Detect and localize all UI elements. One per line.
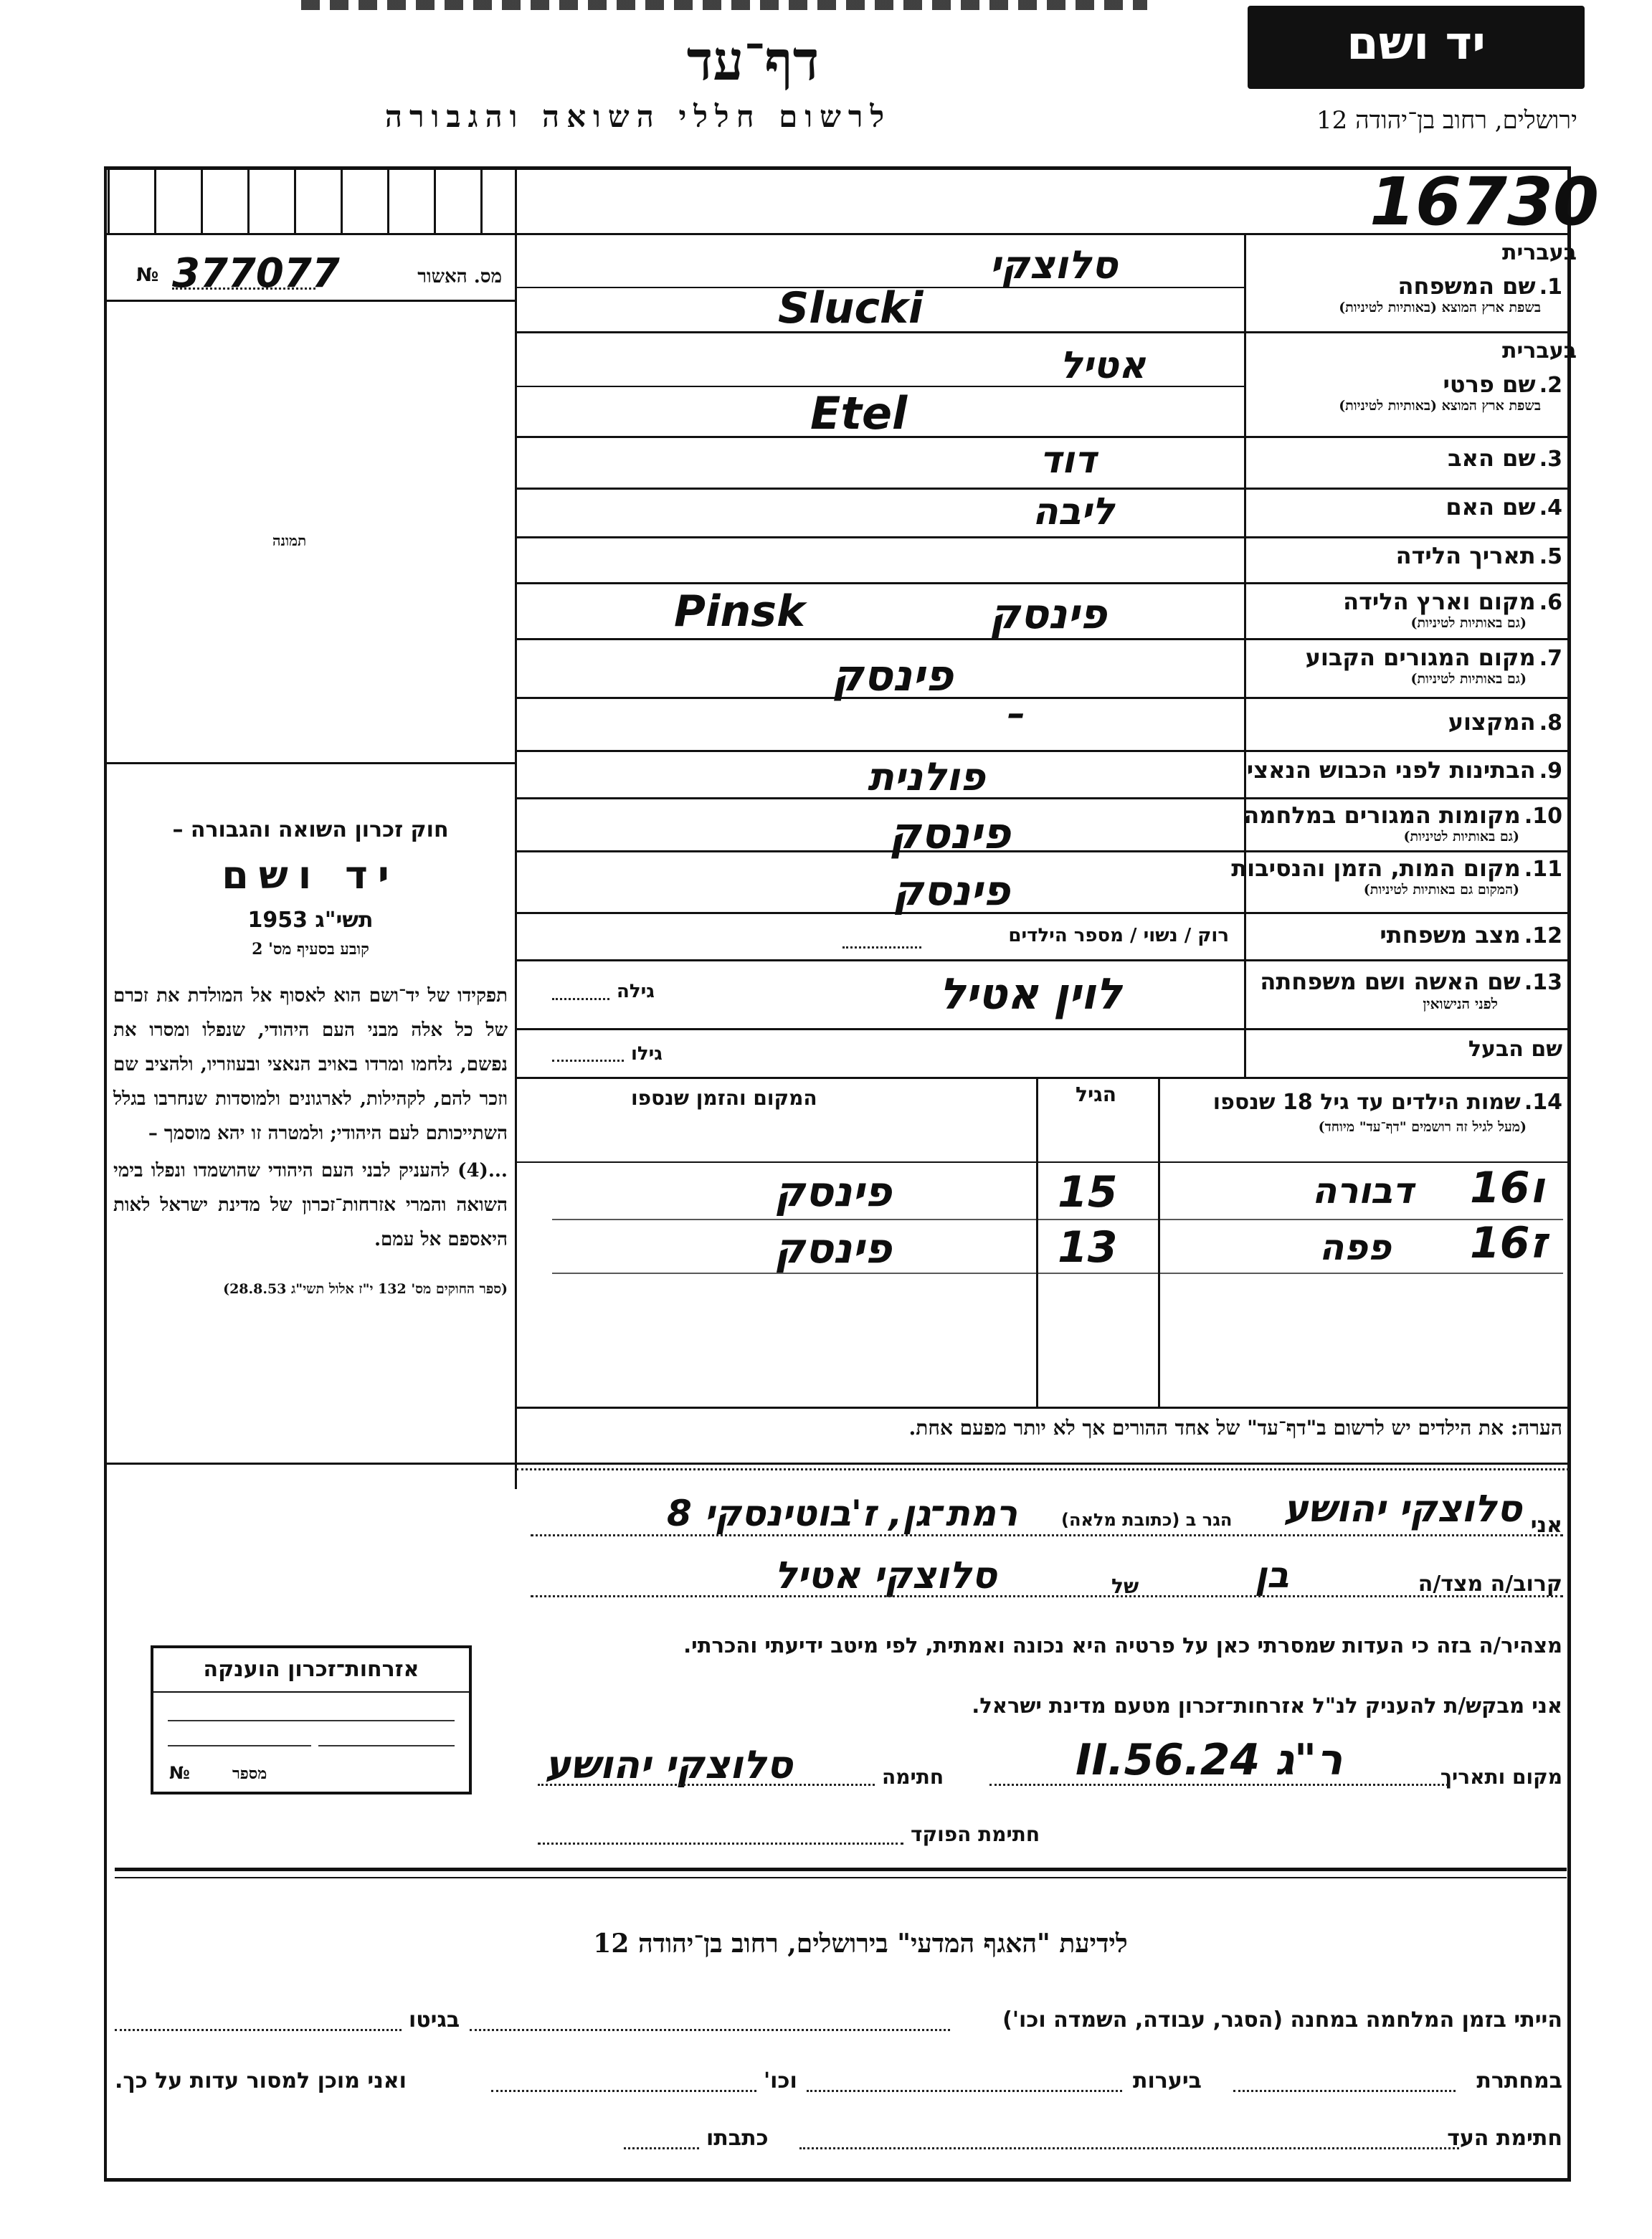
form-subtitle: לרשום חללי השואה והגבורה [384, 99, 892, 134]
footer-line-2-fill-a [1233, 2090, 1456, 2092]
citizenship-number-label: מספר [232, 1764, 267, 1783]
field-3-value: דוד [1040, 439, 1096, 482]
field-12-number: 12. [1524, 923, 1562, 949]
row-line-13 [516, 1028, 1569, 1030]
decl-signature: סלוצקי יהושע [545, 1742, 793, 1787]
child-1-age: 15 [1058, 1167, 1118, 1217]
spouse-age-label: גילו [631, 1043, 663, 1065]
spouse-label: שם הבעל [1468, 1037, 1562, 1062]
top-strip-bottom [104, 233, 1570, 235]
field-10-number: 10. [1524, 804, 1562, 829]
law-name: יד ושם [222, 852, 399, 898]
field-8-number: 8. [1539, 710, 1562, 736]
field-8-name: המקצוע [1448, 708, 1536, 736]
left-column-divider [515, 166, 517, 1489]
children-row [516, 1218, 1569, 1273]
field-13-value: לוין אטיל [939, 969, 1122, 1019]
decl-line-1 [531, 1534, 1563, 1536]
field-4-label [1446, 493, 1562, 520]
officer-signature-line [538, 1843, 903, 1845]
law-clause: קובע בסעיף מס' 2 [252, 940, 369, 959]
decl-of-name: סלוצקי אטיל [774, 1554, 997, 1597]
row-line-1 [516, 331, 1569, 333]
row-line-5 [516, 582, 1569, 584]
decl-signature-line [538, 1784, 875, 1786]
row-line-2 [516, 436, 1569, 438]
field-13-sub: לפני הנישואין [1423, 995, 1498, 1012]
citizenship-line-1 [168, 1720, 455, 1721]
label-column-divider [1244, 233, 1246, 1079]
field-7-label [1306, 644, 1562, 688]
footer-separator-2 [115, 1877, 1567, 1878]
field-1-value-latin: Slucki [778, 283, 924, 333]
note-dash [516, 1468, 1569, 1470]
field-1-name: שם המשפחה [1397, 272, 1536, 300]
field-11-label [1231, 855, 1562, 898]
decl-address-label: הגר ב (כתובת מלאה) [1061, 1510, 1233, 1530]
field-4-number: 4. [1539, 495, 1562, 520]
row-line-3 [516, 488, 1569, 490]
law-box [113, 817, 508, 1298]
approval-label: מס. האשור [417, 266, 502, 287]
field-2-name: שם פרטי [1443, 371, 1536, 398]
field-3-name: שם האב [1448, 445, 1536, 472]
field-6-number: 6. [1539, 590, 1562, 615]
children-number: 14. [1524, 1090, 1562, 1115]
field-11-name: מקום המות, הזמן והנסיבות [1231, 855, 1521, 882]
field-1-value-hebrew: סלוצקי [989, 242, 1118, 287]
field-1-sub: בשפת ארץ המוצא (באותיות לטיניות) [1339, 300, 1541, 315]
field-2-number: 2. [1539, 373, 1562, 398]
decl-address: רמת־גן, ז'בוטינסקי 8 [667, 1493, 1018, 1534]
field-3-label [1448, 445, 1562, 472]
field-4-value: ליבה [1032, 490, 1115, 533]
footer-line-1-fill [470, 2029, 950, 2031]
top-strip-ticks [108, 170, 515, 233]
field-13-name: שם האשה ושם משפחתה [1260, 968, 1521, 995]
field-1-hebrew-tag: בעברית [1502, 240, 1577, 265]
field-10-value: פינסק [889, 809, 1011, 859]
field-1-number: 1. [1539, 275, 1562, 300]
decl-relation: בן [1255, 1554, 1289, 1596]
citizenship-box [151, 1645, 472, 1794]
field-6-value-latin: Pinsk [674, 586, 805, 637]
form-title: דף־עד [686, 29, 820, 92]
children-age-header: הגיל [1076, 1083, 1116, 1106]
child-1-name: דבורה [1312, 1170, 1414, 1212]
top-edge-strip [301, 0, 1147, 10]
decl-relation-label: קרוב/ה מצד/ה [1418, 1572, 1562, 1597]
decl-name: סלוצקי יהושע [1283, 1488, 1522, 1531]
field-7-number: 7. [1539, 646, 1562, 671]
frame-left [104, 166, 107, 2181]
field-6-name: מקום וארץ הלידה [1343, 588, 1536, 615]
spouse-age-line [552, 1060, 624, 1062]
field-5-name: תאריך הלידה [1395, 542, 1536, 569]
citizenship-number-prefix: № [169, 1763, 190, 1783]
field-11-number: 11. [1524, 857, 1562, 882]
field-13-age-line [552, 998, 609, 1000]
decl-statement: מצהיר/ה בזה כי העדות שמסרתי כאן על פרטיה היא נכונה ואמתית, לפי מיטב ידיעתי והכרתי. [683, 1633, 1562, 1658]
field-11-value: פינסק [893, 866, 1010, 915]
field-12-label [1380, 921, 1562, 949]
field-5-label [1396, 542, 1562, 569]
decl-i-label: אני [1530, 1513, 1562, 1538]
field-2-value-hebrew: אטיל [1060, 344, 1146, 387]
citizenship-line-2 [168, 1745, 311, 1746]
children-row-2-line [552, 1273, 1563, 1274]
decl-of-label: של [1111, 1574, 1139, 1598]
decl-signature-label: חתימה [882, 1765, 944, 1789]
law-paragraph-1: תפקידו של יד־ושם הוא לאסוף אל המולדת את זכרם של כל אלה מבני העם היהודי, שנפלו ומסרו את נפשם, נלחמו ומרדו באויב הנאצי ובעוזריו, ולהציב שם וזכר להם, לקהילות, לארגונים ולמוסדות שנחרבו בגלל השתייכותם לעם היהודי; ולמטרה זו יהא מוסמך – [113, 985, 508, 1144]
row-line-10 [516, 850, 1569, 852]
footer-line-2-b: ביערות [1133, 2068, 1202, 2093]
decl-place-date-label: מקום ותאריך [1440, 1765, 1562, 1789]
photo-box-bottom [104, 762, 516, 764]
law-source: (ספר החוקים מס' 132 י"ז אלול תשי"ג 28.8.53) [223, 1281, 508, 1297]
children-place-header: המקום והזמן שנספו [631, 1086, 817, 1110]
children-bottom [516, 1407, 1569, 1409]
field-1-label [1247, 240, 1577, 316]
note-text: הערה: את הילדים יש לרשום ב"דף־עד" של אחד ההורים אך לא יותר מפעם אחת. [908, 1416, 1562, 1440]
decl-line-2 [531, 1595, 1563, 1597]
children-header-line [516, 1161, 1569, 1163]
field-12-line [842, 946, 921, 949]
child-1-place: פינסק [774, 1167, 892, 1216]
child-2-mark: 16ז [1470, 1218, 1547, 1268]
footer-line-3-fill-b [624, 2147, 699, 2149]
field-2-value-latin: Etel [810, 387, 908, 439]
footer-line-3-fill-a [799, 2147, 1459, 2149]
field-12-name: מצב משפחתי [1380, 921, 1521, 949]
field-6-label [1343, 588, 1562, 632]
row-line-4 [516, 536, 1569, 538]
law-paragraph-2: ...(4) להעניק לבני העם היהודי שהושמדו ונפלו בימי השואה והמרי אזרחות־זכרון של מדינת ישראל לאות היאספם אל עמם. [113, 1160, 508, 1250]
footer-line-1-fill-end [115, 2029, 402, 2031]
field-12-options: רוק / נשוי / מספר הילדים [1008, 925, 1229, 946]
field-13-number: 13. [1524, 970, 1562, 995]
row-line-11 [516, 912, 1569, 914]
footer-line-2-fill-b [807, 2090, 1122, 2092]
children-subheader: (מעל לגיל זה רושמים "דף־עד" מיוחד) [1318, 1119, 1527, 1135]
field-10-label [1243, 802, 1562, 845]
photo-label: תמונה [272, 532, 307, 549]
child-2-place: פינסק [774, 1224, 892, 1273]
field-9-number: 9. [1539, 759, 1562, 784]
child-2-age: 13 [1058, 1222, 1118, 1273]
form-address: ירושלים, רחוב בן־יהודה 12 [1316, 106, 1577, 135]
field-8-value: – [1007, 693, 1025, 734]
row-line-9 [516, 797, 1569, 799]
field-3-number: 3. [1539, 447, 1562, 472]
field-11-sub: (המקום גם באותיות לטיניות) [1363, 882, 1519, 898]
children-title: שמות הילדים עד גיל 18 שנספו [1212, 1090, 1521, 1115]
field-9-name: הבתינות לפני הכבוש הנאצי [1246, 756, 1536, 784]
field-7-value: פינסק [832, 651, 954, 701]
row-line-12 [516, 959, 1569, 961]
officer-signature-label: חתימת הפוקד [911, 1822, 1040, 1846]
approval-number-line [172, 287, 315, 290]
approval-prefix: № [136, 265, 159, 286]
citizenship-title-underline [153, 1691, 469, 1693]
logo-lettering: יד ושם [1347, 17, 1486, 70]
approval-row-bottom [104, 300, 516, 302]
yad-vashem-logo [1248, 6, 1585, 89]
footer-line-3-a: חתימת העד [1447, 2126, 1562, 2151]
footer-line-1-end: בגיטו [409, 2007, 460, 2033]
child-1-mark: 16ו [1470, 1163, 1545, 1213]
field-10-name: מקומות המגורים במלחמה [1243, 802, 1521, 829]
field-7-sub: (גם באותיות לטיניות) [1410, 671, 1527, 687]
field-2-sub: בשפת ארץ המוצא (באותיות לטיניות) [1339, 398, 1541, 414]
field-4-name: שם האם [1446, 493, 1536, 520]
approval-row [115, 250, 509, 298]
approval-number: 377077 [172, 250, 340, 297]
child-2-name: פפה [1319, 1227, 1392, 1268]
law-title: חוק זכרון השואה והגבורה – [172, 817, 449, 842]
children-header [1213, 1090, 1562, 1136]
field-13-age-label: גילה [617, 981, 655, 1002]
row-line-spouse [516, 1077, 1569, 1079]
field-5-number: 5. [1539, 544, 1562, 569]
footer-line-2-c: וכו' [764, 2068, 797, 2093]
footer-separator-1 [115, 1868, 1567, 1871]
field-2-label [1247, 338, 1577, 414]
law-year: תשי"ג 1953 [247, 908, 374, 933]
footer-notice: לידיעת "האגף המדעי" בירושלים, רחוב בן־יהודה 12 [593, 1929, 1128, 1959]
field-9-label [1247, 756, 1562, 784]
children-row [516, 1163, 1569, 1217]
footer-line-2-a: במחתרת [1476, 2068, 1562, 2093]
field-6-value-hebrew: פינסק [989, 589, 1107, 638]
footer-line-2-end: ואני מוכן למסור עדות על כך. [115, 2068, 407, 2093]
footer-line-2-fill-c [491, 2090, 756, 2092]
citizenship-title: אזרחות־זכרון הוענקה [203, 1657, 419, 1682]
decl-place-date-line [989, 1784, 1448, 1786]
field-7-name: מקום המגורים הקבוע [1305, 644, 1536, 671]
field-2-hebrew-tag: בעברית [1502, 338, 1577, 363]
row-line-7 [516, 697, 1569, 699]
sheet-number: 16730 [1369, 163, 1600, 240]
citizenship-line-3 [318, 1745, 455, 1746]
children-row-1-line [552, 1219, 1563, 1220]
row-line-6 [516, 638, 1569, 640]
field-8-label [1448, 708, 1562, 736]
footer-line-1: הייתי בזמן המלחמה במחנה (הסגר, עבודה, השמדה וכו') [1002, 2007, 1562, 2033]
row-line-8 [516, 750, 1569, 752]
footer-line-3-b: כתבתו [706, 2126, 769, 2151]
field-10-sub: (גם באותיות לטיניות) [1403, 829, 1519, 845]
field-9-value: פולנית [868, 754, 985, 799]
field-6-sub: (גם באותיות לטיניות) [1410, 615, 1527, 631]
decl-place-date: ר"ג 24.II.56 [1076, 1735, 1343, 1785]
decl-request: אני מבקש/ת להעניק לנ"ל אזרחות־זכרון מטעם מדינת ישראל. [972, 1693, 1562, 1718]
note-bottom [104, 1463, 1570, 1465]
field-13-label [1260, 968, 1562, 1013]
frame-bottom [104, 2178, 1571, 2182]
